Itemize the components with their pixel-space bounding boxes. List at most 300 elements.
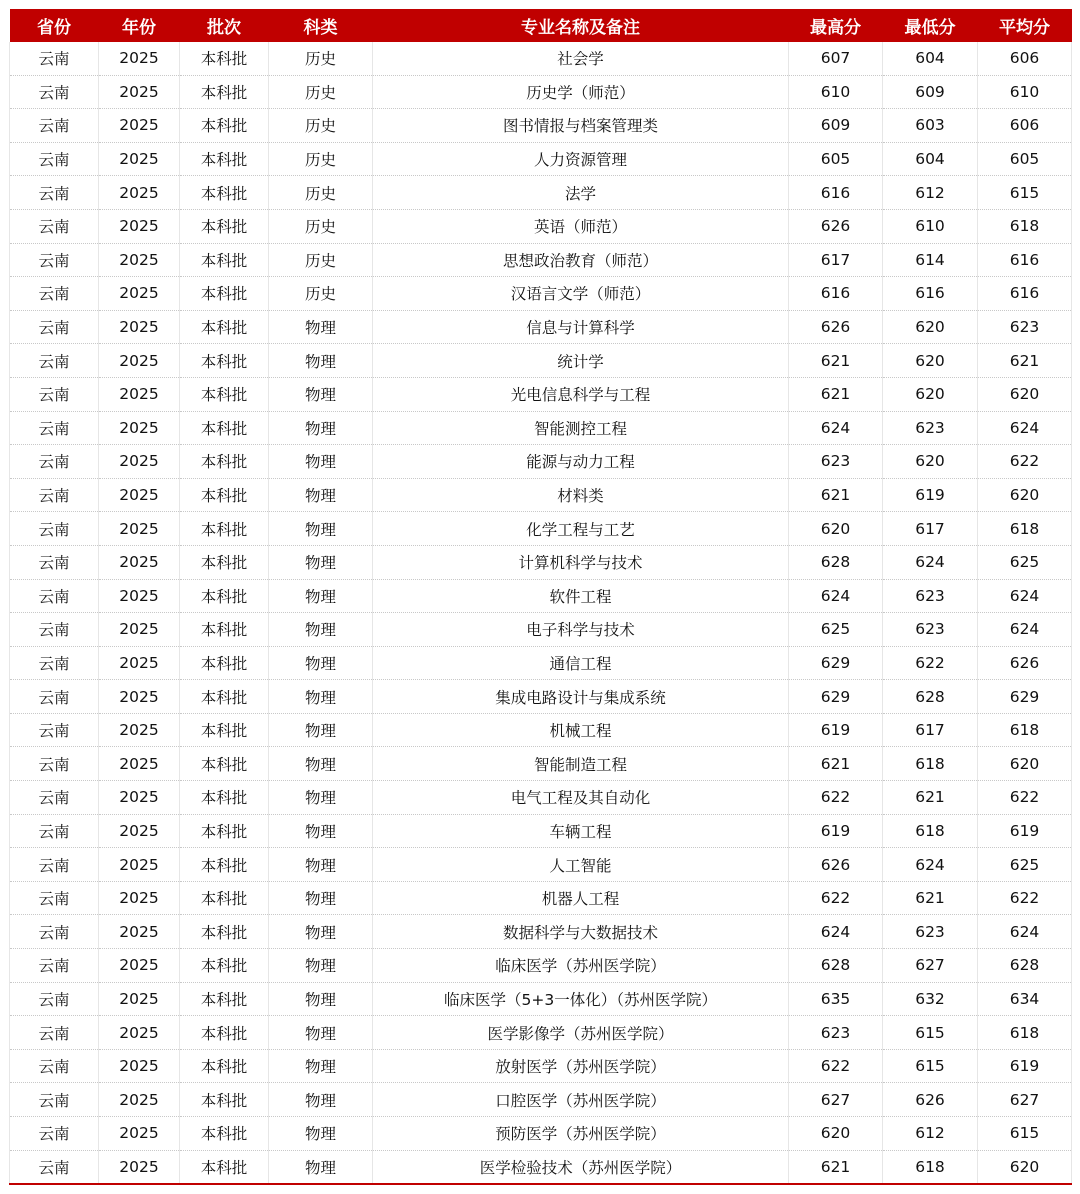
header-max-score: 最高分 bbox=[789, 9, 883, 42]
cell-batch: 本科批 bbox=[180, 848, 269, 882]
cell-province: 云南 bbox=[10, 42, 99, 75]
cell-min-score: 624 bbox=[883, 848, 978, 882]
cell-year: 2025 bbox=[99, 478, 180, 512]
cell-avg-score: 625 bbox=[978, 848, 1072, 882]
table-row bbox=[10, 310, 1072, 344]
cell-max-score: 621 bbox=[789, 747, 883, 781]
cell-subject-type: 物理 bbox=[269, 1117, 373, 1151]
table-row bbox=[10, 881, 1072, 915]
cell-subject-type: 历史 bbox=[269, 75, 373, 109]
cell-province: 云南 bbox=[10, 176, 99, 210]
cell-batch: 本科批 bbox=[180, 915, 269, 949]
cell-avg-score: 622 bbox=[978, 881, 1072, 915]
cell-max-score: 621 bbox=[789, 478, 883, 512]
cell-batch: 本科批 bbox=[180, 512, 269, 546]
cell-avg-score: 624 bbox=[978, 915, 1072, 949]
cell-province: 云南 bbox=[10, 915, 99, 949]
cell-max-score: 621 bbox=[789, 1150, 883, 1184]
cell-batch: 本科批 bbox=[180, 1117, 269, 1151]
cell-min-score: 620 bbox=[883, 445, 978, 479]
cell-subject-type: 物理 bbox=[269, 814, 373, 848]
cell-min-score: 621 bbox=[883, 881, 978, 915]
cell-avg-score: 620 bbox=[978, 377, 1072, 411]
cell-max-score: 635 bbox=[789, 982, 883, 1016]
cell-subject-type: 历史 bbox=[269, 142, 373, 176]
header-avg-score: 平均分 bbox=[978, 9, 1072, 42]
cell-max-score: 624 bbox=[789, 915, 883, 949]
cell-subject-type: 物理 bbox=[269, 781, 373, 815]
cell-major-name: 英语（师范） bbox=[373, 209, 789, 243]
cell-avg-score: 624 bbox=[978, 579, 1072, 613]
cell-batch: 本科批 bbox=[180, 747, 269, 781]
cell-major-name: 电气工程及其自动化 bbox=[373, 781, 789, 815]
cell-subject-type: 物理 bbox=[269, 310, 373, 344]
cell-min-score: 618 bbox=[883, 1150, 978, 1184]
cell-avg-score: 606 bbox=[978, 42, 1072, 75]
cell-year: 2025 bbox=[99, 209, 180, 243]
cell-max-score: 619 bbox=[789, 814, 883, 848]
cell-avg-score: 624 bbox=[978, 613, 1072, 647]
cell-max-score: 621 bbox=[789, 344, 883, 378]
cell-year: 2025 bbox=[99, 344, 180, 378]
header-min-score: 最低分 bbox=[883, 9, 978, 42]
cell-avg-score: 615 bbox=[978, 1117, 1072, 1151]
cell-subject-type: 物理 bbox=[269, 512, 373, 546]
cell-batch: 本科批 bbox=[180, 1150, 269, 1184]
table-row bbox=[10, 445, 1072, 479]
cell-major-name: 社会学 bbox=[373, 42, 789, 75]
cell-max-score: 629 bbox=[789, 646, 883, 680]
cell-major-name: 临床医学（5+3一体化）（苏州医学院） bbox=[373, 982, 789, 1016]
cell-year: 2025 bbox=[99, 1083, 180, 1117]
cell-min-score: 620 bbox=[883, 377, 978, 411]
cell-max-score: 605 bbox=[789, 142, 883, 176]
cell-batch: 本科批 bbox=[180, 243, 269, 277]
cell-province: 云南 bbox=[10, 277, 99, 311]
cell-province: 云南 bbox=[10, 713, 99, 747]
cell-batch: 本科批 bbox=[180, 545, 269, 579]
table-row bbox=[10, 814, 1072, 848]
cell-max-score: 625 bbox=[789, 613, 883, 647]
cell-max-score: 616 bbox=[789, 277, 883, 311]
cell-province: 云南 bbox=[10, 579, 99, 613]
table-row bbox=[10, 1117, 1072, 1151]
table-row bbox=[10, 781, 1072, 815]
cell-subject-type: 物理 bbox=[269, 579, 373, 613]
table-row bbox=[10, 949, 1072, 983]
table-row bbox=[10, 680, 1072, 714]
cell-province: 云南 bbox=[10, 814, 99, 848]
cell-batch: 本科批 bbox=[180, 478, 269, 512]
cell-batch: 本科批 bbox=[180, 646, 269, 680]
cell-province: 云南 bbox=[10, 1049, 99, 1083]
cell-max-score: 620 bbox=[789, 512, 883, 546]
cell-min-score: 619 bbox=[883, 478, 978, 512]
cell-max-score: 622 bbox=[789, 881, 883, 915]
cell-major-name: 放射医学（苏州医学院） bbox=[373, 1049, 789, 1083]
cell-major-name: 通信工程 bbox=[373, 646, 789, 680]
cell-batch: 本科批 bbox=[180, 1016, 269, 1050]
cell-batch: 本科批 bbox=[180, 445, 269, 479]
cell-major-name: 人工智能 bbox=[373, 848, 789, 882]
cell-min-score: 623 bbox=[883, 579, 978, 613]
cell-batch: 本科批 bbox=[180, 75, 269, 109]
cell-min-score: 620 bbox=[883, 310, 978, 344]
cell-subject-type: 历史 bbox=[269, 209, 373, 243]
cell-major-name: 智能制造工程 bbox=[373, 747, 789, 781]
cell-major-name: 法学 bbox=[373, 176, 789, 210]
cell-min-score: 617 bbox=[883, 713, 978, 747]
cell-avg-score: 618 bbox=[978, 713, 1072, 747]
cell-max-score: 619 bbox=[789, 713, 883, 747]
cell-max-score: 623 bbox=[789, 1016, 883, 1050]
cell-batch: 本科批 bbox=[180, 713, 269, 747]
cell-year: 2025 bbox=[99, 545, 180, 579]
cell-min-score: 612 bbox=[883, 176, 978, 210]
cell-year: 2025 bbox=[99, 848, 180, 882]
cell-avg-score: 623 bbox=[978, 310, 1072, 344]
cell-subject-type: 历史 bbox=[269, 243, 373, 277]
table-header bbox=[10, 9, 1072, 42]
table-row bbox=[10, 1016, 1072, 1050]
cell-year: 2025 bbox=[99, 75, 180, 109]
cell-year: 2025 bbox=[99, 1049, 180, 1083]
cell-subject-type: 物理 bbox=[269, 1049, 373, 1083]
cell-min-score: 623 bbox=[883, 915, 978, 949]
cell-major-name: 能源与动力工程 bbox=[373, 445, 789, 479]
cell-subject-type: 物理 bbox=[269, 377, 373, 411]
cell-min-score: 626 bbox=[883, 1083, 978, 1117]
cell-province: 云南 bbox=[10, 1016, 99, 1050]
admission-score-table bbox=[9, 9, 1072, 1185]
cell-year: 2025 bbox=[99, 881, 180, 915]
cell-batch: 本科批 bbox=[180, 42, 269, 75]
cell-avg-score: 620 bbox=[978, 1150, 1072, 1184]
cell-min-score: 616 bbox=[883, 277, 978, 311]
cell-subject-type: 物理 bbox=[269, 646, 373, 680]
cell-avg-score: 628 bbox=[978, 949, 1072, 983]
cell-province: 云南 bbox=[10, 680, 99, 714]
cell-province: 云南 bbox=[10, 209, 99, 243]
cell-year: 2025 bbox=[99, 915, 180, 949]
cell-subject-type: 物理 bbox=[269, 747, 373, 781]
cell-max-score: 627 bbox=[789, 1083, 883, 1117]
table-row bbox=[10, 109, 1072, 143]
cell-max-score: 623 bbox=[789, 445, 883, 479]
cell-min-score: 618 bbox=[883, 747, 978, 781]
cell-year: 2025 bbox=[99, 949, 180, 983]
cell-major-name: 软件工程 bbox=[373, 579, 789, 613]
cell-max-score: 607 bbox=[789, 42, 883, 75]
cell-max-score: 621 bbox=[789, 377, 883, 411]
cell-subject-type: 历史 bbox=[269, 277, 373, 311]
cell-year: 2025 bbox=[99, 277, 180, 311]
cell-batch: 本科批 bbox=[180, 814, 269, 848]
cell-min-score: 609 bbox=[883, 75, 978, 109]
table-row bbox=[10, 646, 1072, 680]
cell-year: 2025 bbox=[99, 713, 180, 747]
cell-max-score: 626 bbox=[789, 310, 883, 344]
cell-year: 2025 bbox=[99, 377, 180, 411]
cell-subject-type: 物理 bbox=[269, 478, 373, 512]
cell-batch: 本科批 bbox=[180, 377, 269, 411]
header-subject-type: 科类 bbox=[269, 9, 373, 42]
table-row bbox=[10, 512, 1072, 546]
cell-avg-score: 622 bbox=[978, 781, 1072, 815]
cell-year: 2025 bbox=[99, 42, 180, 75]
cell-subject-type: 历史 bbox=[269, 176, 373, 210]
cell-avg-score: 634 bbox=[978, 982, 1072, 1016]
table-row bbox=[10, 344, 1072, 378]
score-table-container bbox=[9, 9, 1071, 1185]
cell-province: 云南 bbox=[10, 881, 99, 915]
cell-subject-type: 物理 bbox=[269, 1083, 373, 1117]
cell-subject-type: 物理 bbox=[269, 445, 373, 479]
cell-batch: 本科批 bbox=[180, 109, 269, 143]
cell-subject-type: 物理 bbox=[269, 1016, 373, 1050]
cell-subject-type: 物理 bbox=[269, 613, 373, 647]
cell-province: 云南 bbox=[10, 982, 99, 1016]
cell-major-name: 数据科学与大数据技术 bbox=[373, 915, 789, 949]
cell-min-score: 623 bbox=[883, 613, 978, 647]
cell-year: 2025 bbox=[99, 109, 180, 143]
cell-major-name: 临床医学（苏州医学院） bbox=[373, 949, 789, 983]
cell-major-name: 集成电路设计与集成系统 bbox=[373, 680, 789, 714]
cell-province: 云南 bbox=[10, 478, 99, 512]
cell-min-score: 615 bbox=[883, 1049, 978, 1083]
cell-major-name: 图书情报与档案管理类 bbox=[373, 109, 789, 143]
cell-avg-score: 616 bbox=[978, 277, 1072, 311]
cell-avg-score: 605 bbox=[978, 142, 1072, 176]
cell-avg-score: 626 bbox=[978, 646, 1072, 680]
cell-major-name: 医学影像学（苏州医学院） bbox=[373, 1016, 789, 1050]
cell-min-score: 627 bbox=[883, 949, 978, 983]
cell-min-score: 617 bbox=[883, 512, 978, 546]
cell-year: 2025 bbox=[99, 1150, 180, 1184]
cell-province: 云南 bbox=[10, 243, 99, 277]
cell-year: 2025 bbox=[99, 243, 180, 277]
table-row bbox=[10, 377, 1072, 411]
table-row bbox=[10, 243, 1072, 277]
cell-batch: 本科批 bbox=[180, 344, 269, 378]
cell-year: 2025 bbox=[99, 445, 180, 479]
cell-batch: 本科批 bbox=[180, 209, 269, 243]
cell-avg-score: 610 bbox=[978, 75, 1072, 109]
cell-major-name: 口腔医学（苏州医学院） bbox=[373, 1083, 789, 1117]
table-row bbox=[10, 1150, 1072, 1184]
cell-max-score: 626 bbox=[789, 209, 883, 243]
cell-province: 云南 bbox=[10, 949, 99, 983]
cell-avg-score: 625 bbox=[978, 545, 1072, 579]
cell-batch: 本科批 bbox=[180, 579, 269, 613]
cell-major-name: 统计学 bbox=[373, 344, 789, 378]
cell-major-name: 思想政治教育（师范） bbox=[373, 243, 789, 277]
cell-max-score: 624 bbox=[789, 579, 883, 613]
cell-avg-score: 619 bbox=[978, 814, 1072, 848]
cell-province: 云南 bbox=[10, 646, 99, 680]
cell-avg-score: 616 bbox=[978, 243, 1072, 277]
cell-year: 2025 bbox=[99, 176, 180, 210]
cell-major-name: 材料类 bbox=[373, 478, 789, 512]
cell-province: 云南 bbox=[10, 1150, 99, 1184]
table-row bbox=[10, 1083, 1072, 1117]
cell-avg-score: 618 bbox=[978, 1016, 1072, 1050]
table-row bbox=[10, 42, 1072, 75]
header-row bbox=[10, 9, 1072, 42]
cell-province: 云南 bbox=[10, 75, 99, 109]
cell-major-name: 电子科学与技术 bbox=[373, 613, 789, 647]
table-row bbox=[10, 75, 1072, 109]
cell-province: 云南 bbox=[10, 445, 99, 479]
cell-avg-score: 624 bbox=[978, 411, 1072, 445]
cell-max-score: 624 bbox=[789, 411, 883, 445]
table-row bbox=[10, 915, 1072, 949]
cell-min-score: 621 bbox=[883, 781, 978, 815]
table-row bbox=[10, 747, 1072, 781]
cell-major-name: 信息与计算科学 bbox=[373, 310, 789, 344]
cell-province: 云南 bbox=[10, 1083, 99, 1117]
cell-subject-type: 物理 bbox=[269, 881, 373, 915]
cell-max-score: 628 bbox=[789, 545, 883, 579]
cell-year: 2025 bbox=[99, 781, 180, 815]
cell-subject-type: 物理 bbox=[269, 344, 373, 378]
cell-batch: 本科批 bbox=[180, 176, 269, 210]
cell-major-name: 预防医学（苏州医学院） bbox=[373, 1117, 789, 1151]
cell-subject-type: 物理 bbox=[269, 848, 373, 882]
cell-subject-type: 物理 bbox=[269, 680, 373, 714]
cell-major-name: 医学检验技术（苏州医学院） bbox=[373, 1150, 789, 1184]
cell-year: 2025 bbox=[99, 310, 180, 344]
cell-min-score: 624 bbox=[883, 545, 978, 579]
cell-year: 2025 bbox=[99, 512, 180, 546]
cell-batch: 本科批 bbox=[180, 613, 269, 647]
cell-max-score: 622 bbox=[789, 781, 883, 815]
cell-min-score: 614 bbox=[883, 243, 978, 277]
cell-province: 云南 bbox=[10, 411, 99, 445]
cell-min-score: 603 bbox=[883, 109, 978, 143]
cell-max-score: 610 bbox=[789, 75, 883, 109]
cell-min-score: 623 bbox=[883, 411, 978, 445]
cell-batch: 本科批 bbox=[180, 310, 269, 344]
cell-year: 2025 bbox=[99, 982, 180, 1016]
cell-min-score: 632 bbox=[883, 982, 978, 1016]
cell-subject-type: 物理 bbox=[269, 411, 373, 445]
cell-min-score: 612 bbox=[883, 1117, 978, 1151]
cell-min-score: 620 bbox=[883, 344, 978, 378]
cell-province: 云南 bbox=[10, 142, 99, 176]
header-batch: 批次 bbox=[180, 9, 269, 42]
table-row bbox=[10, 982, 1072, 1016]
cell-max-score: 629 bbox=[789, 680, 883, 714]
cell-province: 云南 bbox=[10, 613, 99, 647]
cell-major-name: 机器人工程 bbox=[373, 881, 789, 915]
cell-year: 2025 bbox=[99, 814, 180, 848]
cell-major-name: 车辆工程 bbox=[373, 814, 789, 848]
cell-year: 2025 bbox=[99, 411, 180, 445]
cell-year: 2025 bbox=[99, 579, 180, 613]
cell-province: 云南 bbox=[10, 109, 99, 143]
cell-max-score: 617 bbox=[789, 243, 883, 277]
cell-min-score: 604 bbox=[883, 42, 978, 75]
cell-province: 云南 bbox=[10, 747, 99, 781]
table-row bbox=[10, 142, 1072, 176]
cell-major-name: 机械工程 bbox=[373, 713, 789, 747]
cell-batch: 本科批 bbox=[180, 982, 269, 1016]
cell-major-name: 人力资源管理 bbox=[373, 142, 789, 176]
cell-province: 云南 bbox=[10, 377, 99, 411]
cell-province: 云南 bbox=[10, 344, 99, 378]
cell-avg-score: 606 bbox=[978, 109, 1072, 143]
cell-max-score: 620 bbox=[789, 1117, 883, 1151]
cell-min-score: 604 bbox=[883, 142, 978, 176]
cell-max-score: 628 bbox=[789, 949, 883, 983]
cell-max-score: 622 bbox=[789, 1049, 883, 1083]
cell-year: 2025 bbox=[99, 1117, 180, 1151]
header-province: 省份 bbox=[10, 9, 99, 42]
cell-subject-type: 物理 bbox=[269, 915, 373, 949]
table-row bbox=[10, 411, 1072, 445]
cell-batch: 本科批 bbox=[180, 411, 269, 445]
cell-major-name: 智能测控工程 bbox=[373, 411, 789, 445]
cell-batch: 本科批 bbox=[180, 949, 269, 983]
table-row bbox=[10, 176, 1072, 210]
cell-province: 云南 bbox=[10, 1117, 99, 1151]
table-row bbox=[10, 848, 1072, 882]
cell-min-score: 615 bbox=[883, 1016, 978, 1050]
header-year: 年份 bbox=[99, 9, 180, 42]
cell-min-score: 610 bbox=[883, 209, 978, 243]
cell-avg-score: 629 bbox=[978, 680, 1072, 714]
cell-subject-type: 物理 bbox=[269, 949, 373, 983]
cell-avg-score: 619 bbox=[978, 1049, 1072, 1083]
cell-province: 云南 bbox=[10, 310, 99, 344]
cell-avg-score: 620 bbox=[978, 478, 1072, 512]
table-row bbox=[10, 277, 1072, 311]
cell-year: 2025 bbox=[99, 613, 180, 647]
cell-subject-type: 物理 bbox=[269, 982, 373, 1016]
cell-subject-type: 物理 bbox=[269, 1150, 373, 1184]
cell-min-score: 618 bbox=[883, 814, 978, 848]
cell-major-name: 计算机科学与技术 bbox=[373, 545, 789, 579]
cell-subject-type: 物理 bbox=[269, 545, 373, 579]
cell-year: 2025 bbox=[99, 680, 180, 714]
cell-avg-score: 615 bbox=[978, 176, 1072, 210]
table-row bbox=[10, 613, 1072, 647]
table-row bbox=[10, 209, 1072, 243]
cell-subject-type: 历史 bbox=[269, 42, 373, 75]
cell-batch: 本科批 bbox=[180, 277, 269, 311]
cell-batch: 本科批 bbox=[180, 680, 269, 714]
cell-major-name: 汉语言文学（师范） bbox=[373, 277, 789, 311]
cell-min-score: 622 bbox=[883, 646, 978, 680]
table-row bbox=[10, 1049, 1072, 1083]
cell-batch: 本科批 bbox=[180, 1083, 269, 1117]
cell-max-score: 616 bbox=[789, 176, 883, 210]
cell-province: 云南 bbox=[10, 512, 99, 546]
cell-province: 云南 bbox=[10, 848, 99, 882]
cell-avg-score: 618 bbox=[978, 512, 1072, 546]
cell-major-name: 光电信息科学与工程 bbox=[373, 377, 789, 411]
cell-province: 云南 bbox=[10, 545, 99, 579]
table-row bbox=[10, 545, 1072, 579]
table-row bbox=[10, 713, 1072, 747]
cell-major-name: 化学工程与工艺 bbox=[373, 512, 789, 546]
cell-year: 2025 bbox=[99, 646, 180, 680]
cell-batch: 本科批 bbox=[180, 1049, 269, 1083]
cell-max-score: 609 bbox=[789, 109, 883, 143]
table-row bbox=[10, 478, 1072, 512]
cell-year: 2025 bbox=[99, 1016, 180, 1050]
